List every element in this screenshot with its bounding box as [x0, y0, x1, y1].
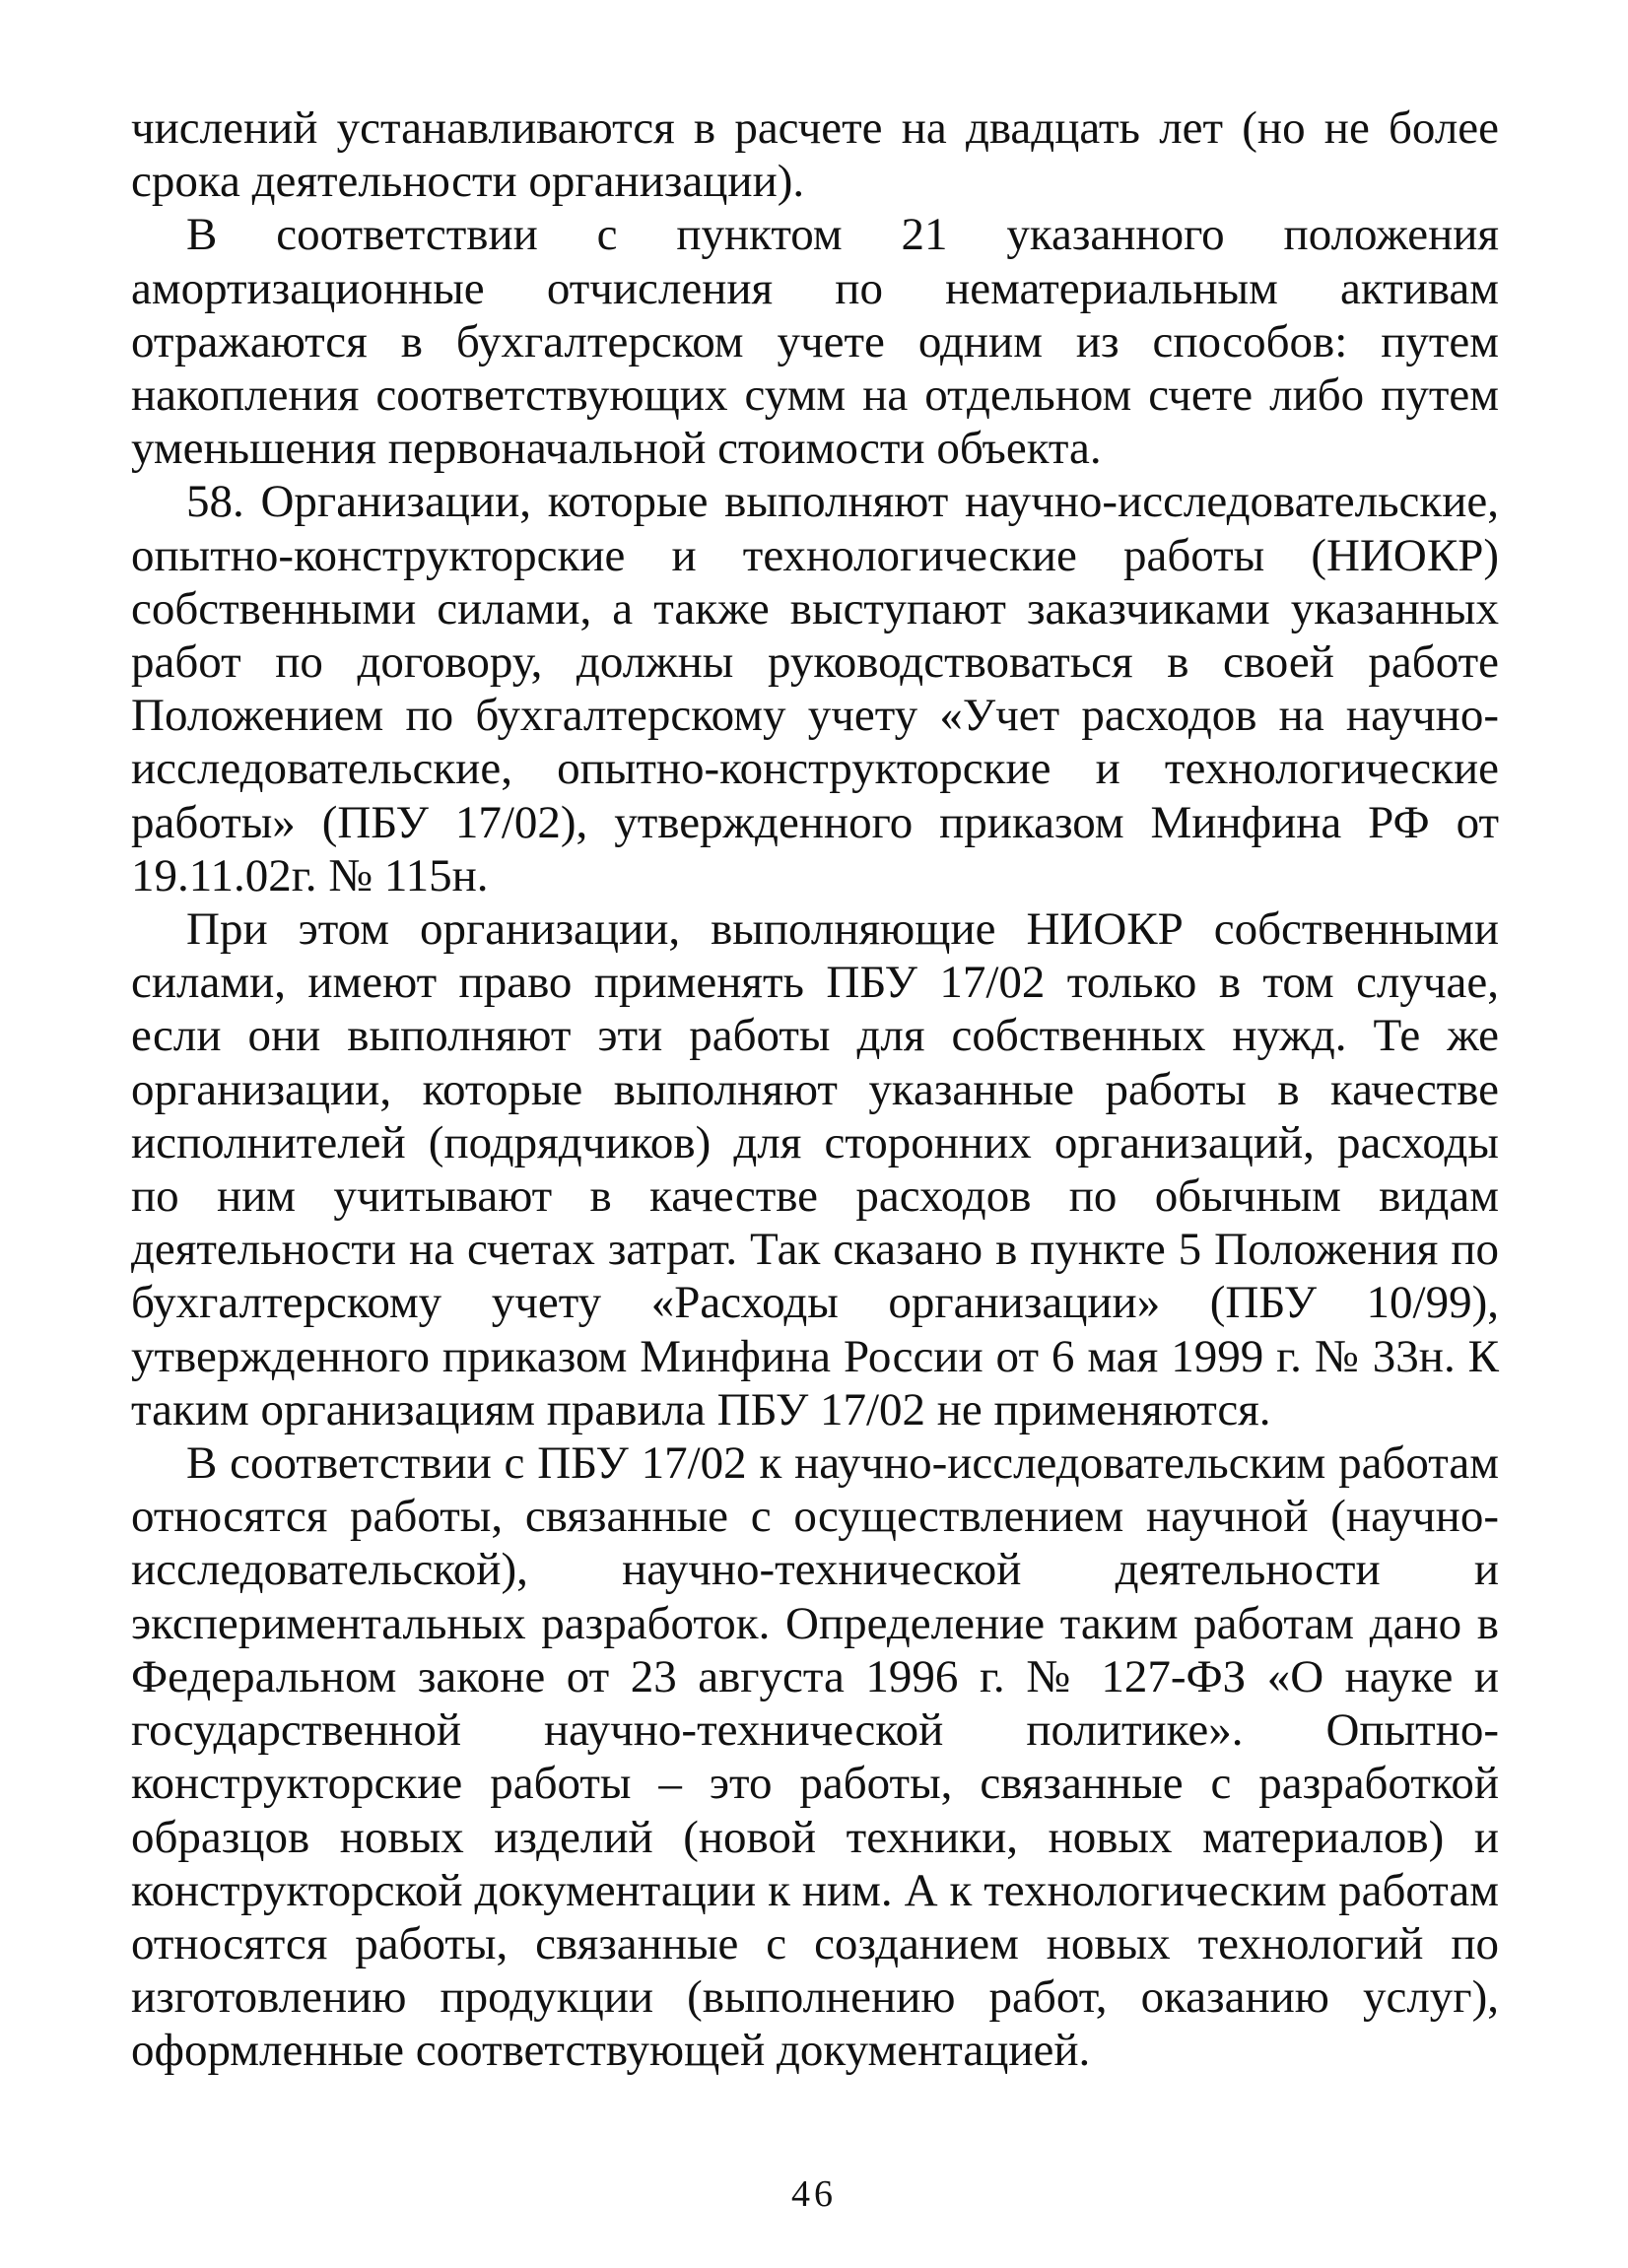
paragraph-definitions: В соответствии с ПБУ 17/02 к научно-исследовательским работам относятся работы, связанные с осуществлением научной (научно-исследовательской), научно-технической деятельности и экспериментальных разработок. Определение таким работам дано в Федеральном законе от 23 августа 1996 г. № 127-ФЗ «О науке и государственной научно-технической политике». Опытно-конструкторские работы – это работы, связанные с разработкой образцов новых изделий (новой техники, новых материалов) и конструкторской документации к ним. А к технологическим работам относятся работы, связанные с созданием новых технологий по изготовлению продукции (выполнению работ, оказанию услуг), оформленные соответствующей документацией. — [131, 1437, 1499, 2077]
page-number: 46 — [791, 2173, 837, 2215]
paragraph-amortization-methods: В соответствии с пунктом 21 указанного положения амортизационные отчисления по нематериальным активам отражаются в бухгалтерском учете одним из способов: путем накопления соответствующих сумм на отдельном счете либо путем уменьшения первоначальной стоимости объекта. — [131, 209, 1499, 475]
body-text — [131, 101, 1499, 2078]
paragraph-own-needs: При этом организации, выполняющие НИОКР собственными силами, имеют право применять ПБУ 17/02 только в том случае, если они выполняют эти работы для собственных нужд. Те же организации, которые выполняют указанные работы в качестве исполнителей (подрядчиков) для сторонних организаций, расходы по ним учитывают в качестве расходов по обычным видам деятельности на счетах затрат. Так сказано в пункте 5 Положения по бухгалтерскому учету «Расходы организации» (ПБУ 10/99), утвержденного приказом Минфина России от 6 мая 1999 г. № 33н. К таким организациям правила ПБУ 17/02 не применяются. — [131, 903, 1499, 1435]
paragraph-continuation: числений устанавливаются в расчете на двадцать лет (но не более срока деятельности организации). — [131, 102, 1499, 208]
paragraph-item-58: 58. Организации, которые выполняют научно-исследовательские, опытно-конструкторские и технологические работы (НИОКР) собственными силами, а также выступают заказчиками указанных работ по договору, должны руководствоваться в своей работе Положением по бухгалтерскому учету «Учет расходов на научно-исследовательские, опытно-конструкторские и технологические работы» (ПБУ 17/02), утвержденного приказом Минфина РФ от 19.11.02г. № 115н. — [131, 476, 1499, 901]
